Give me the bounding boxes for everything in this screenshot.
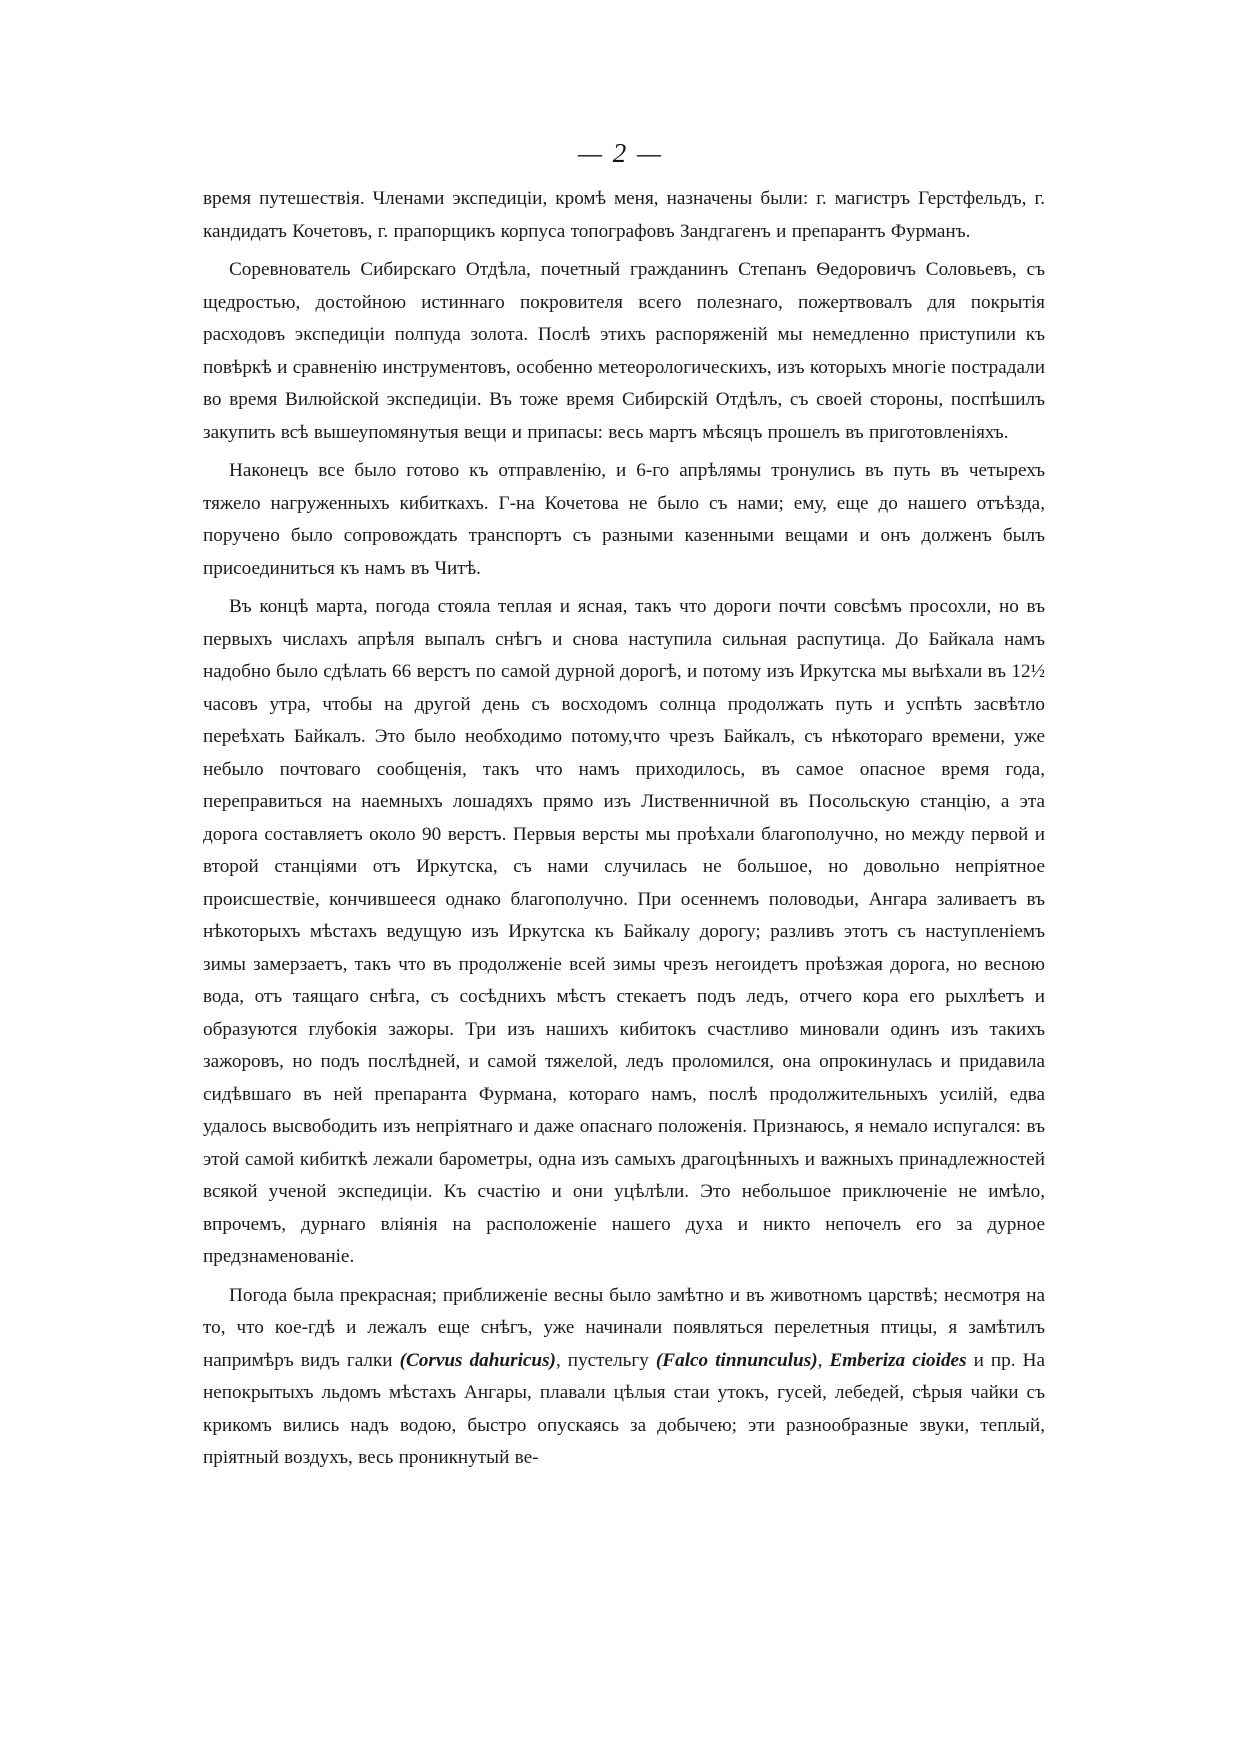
paragraph: Наконецъ все было готово къ отправленію, и 6-го апрѣлямы тронулись въ путь въ четырехъ тяжело нагруженныхъ кибиткахъ. Г-на Кочетова не было съ нами; ему, еще до нашего отъѣзда, поручено было сопровождать транспортъ съ разными казенными вещами и онъ долженъ былъ присоединиться къ намъ въ Читѣ. [203, 460, 1045, 579]
paragraph [203, 1280, 1045, 1475]
latin-species-name: (Corvus dahuricus) [399, 1349, 556, 1371]
paragraph: Соревнователь Сибирскаго Отдѣла, почетный гражданинъ Степанъ Ѳедоровичъ Соловьевъ, съ щедростью, достойною истиннаго покровителя всего полезнаго, пожертвовалъ для покрытія расходовъ экспедиціи полпуда золота. Послѣ этихъ распоряженій мы немедленно приступили къ повѣркѣ и сравненію инструментовъ, особенно метеорологическихъ, изъ которыхъ многіе пострадали во время Вилюйской экспедиціи. Въ тоже время Сибирскій Отдѣлъ, съ своей стороны, поспѣшилъ закупить всѣ вышеупомянутыя вещи и припасы: весь мартъ мѣсяцъ прошелъ въ приготовленіяхъ. [203, 259, 1045, 443]
paragraph-text: , [817, 1349, 830, 1371]
paragraph-text: Погода была прекрасная; приближеніе весны было замѣтно и въ животномъ царствѣ; несмотря на то, что кое-гдѣ и лежалъ еще снѣгъ, уже начинали появляться перелетныя птицы, я замѣтилъ напримѣръ видъ галки [203, 1284, 1045, 1371]
latin-species-name: (Falco tinnunculus) [655, 1349, 818, 1371]
paragraph-text: , пустельгу [555, 1349, 656, 1371]
paragraph: Въ концѣ марта, погода стояла теплая и ясная, такъ что дороги почти совсѣмъ просохли, но въ первыхъ числахъ апрѣля выпалъ снѣгъ и снова наступила сильная распутица. До Байкала намъ надобно было сдѣлать 66 верстъ по самой дурной дорогѣ, и потому изъ Иркутска мы выѣхали въ 12½ часовъ утра, чтобы на другой день съ восходомъ солнца продолжать путь и успѣть засвѣтло переѣхать Байкалъ. Это было необходимо потому,что чрезъ Байкалъ, съ нѣкотораго времени, уже небыло почтоваго сообщенія, такъ что намъ приходилось, въ самое опасное время года, переправиться на наемныхъ лошадяхъ прямо изъ Лиственничной въ Посольскую станцію, а эта дорога составляетъ около 90 верстъ. Первыя версты мы проѣхали благополучно, но между первой и второй станціями отъ Иркутска, съ нами случилась не большое, но довольно непріятное происшествіе, кончившееся однако благополучно. При осеннемъ половодьи, Ангара заливаетъ въ нѣкоторыхъ мѣстахъ ведущую изъ Иркутска къ Байкалу дорогу; разливъ этотъ съ наступленіемъ зимы замерзаетъ, такъ что въ продолженіе всей зимы чрезъ негоидетъ проѣзжая дорога, но весною вода, отъ таящаго снѣга, съ сосѣднихъ мѣстъ стекаетъ подъ ледъ, отчего кора его рыхлѣетъ и образуются глубокія зажоры. Три изъ нашихъ кибитокъ счастливо миновали одинъ изъ такихъ зажоровъ, но подъ послѣдней, и самой тяжелой, ледъ проломился, она опрокинулась и придавила сидѣвшаго въ ней препаранта Фурмана, котораго намъ, послѣ продолжительныхъ усилій, едва удалось высвободить изъ непріятнаго и даже опаснаго положенія. Признаюсь, я немало испугался: въ этой самой кибиткѣ лежали барометры, одна изъ самыхъ драгоцѣнныхъ и важныхъ принадлежностей всякой ученой экспедиціи. Къ счастію и они уцѣлѣли. Это небольшое приключеніе не имѣло, впрочемъ, дурнаго вліянія на расположеніе нашего духа и никто непочелъ его за дурное предзнаменованіе. [203, 596, 1045, 1267]
paragraph: время путешествія. Членами экспедиціи, кромѣ меня, назначены были: г. магистръ Герстфельдъ, г. кандидатъ Кочетовъ, г. прапорщикъ корпуса топографовъ Зандгагенъ и препарантъ Фурманъ. [203, 188, 1045, 242]
paragraph-text: и пр. На непокрытыхъ льдомъ мѣстахъ Ангары, плавали цѣлыя стаи утокъ, гусей, лебедей, сѣрыя чайки съ крикомъ вились надъ водою, быстро опускаясь за добычею; эти разнообразные звуки, теплый, пріятный воздухъ, весь проникнутый ве- [203, 1349, 1045, 1468]
latin-species-name: Emberiza cioides [829, 1349, 967, 1371]
page-number: — 2 — [577, 138, 663, 168]
body-text [203, 183, 1045, 1481]
